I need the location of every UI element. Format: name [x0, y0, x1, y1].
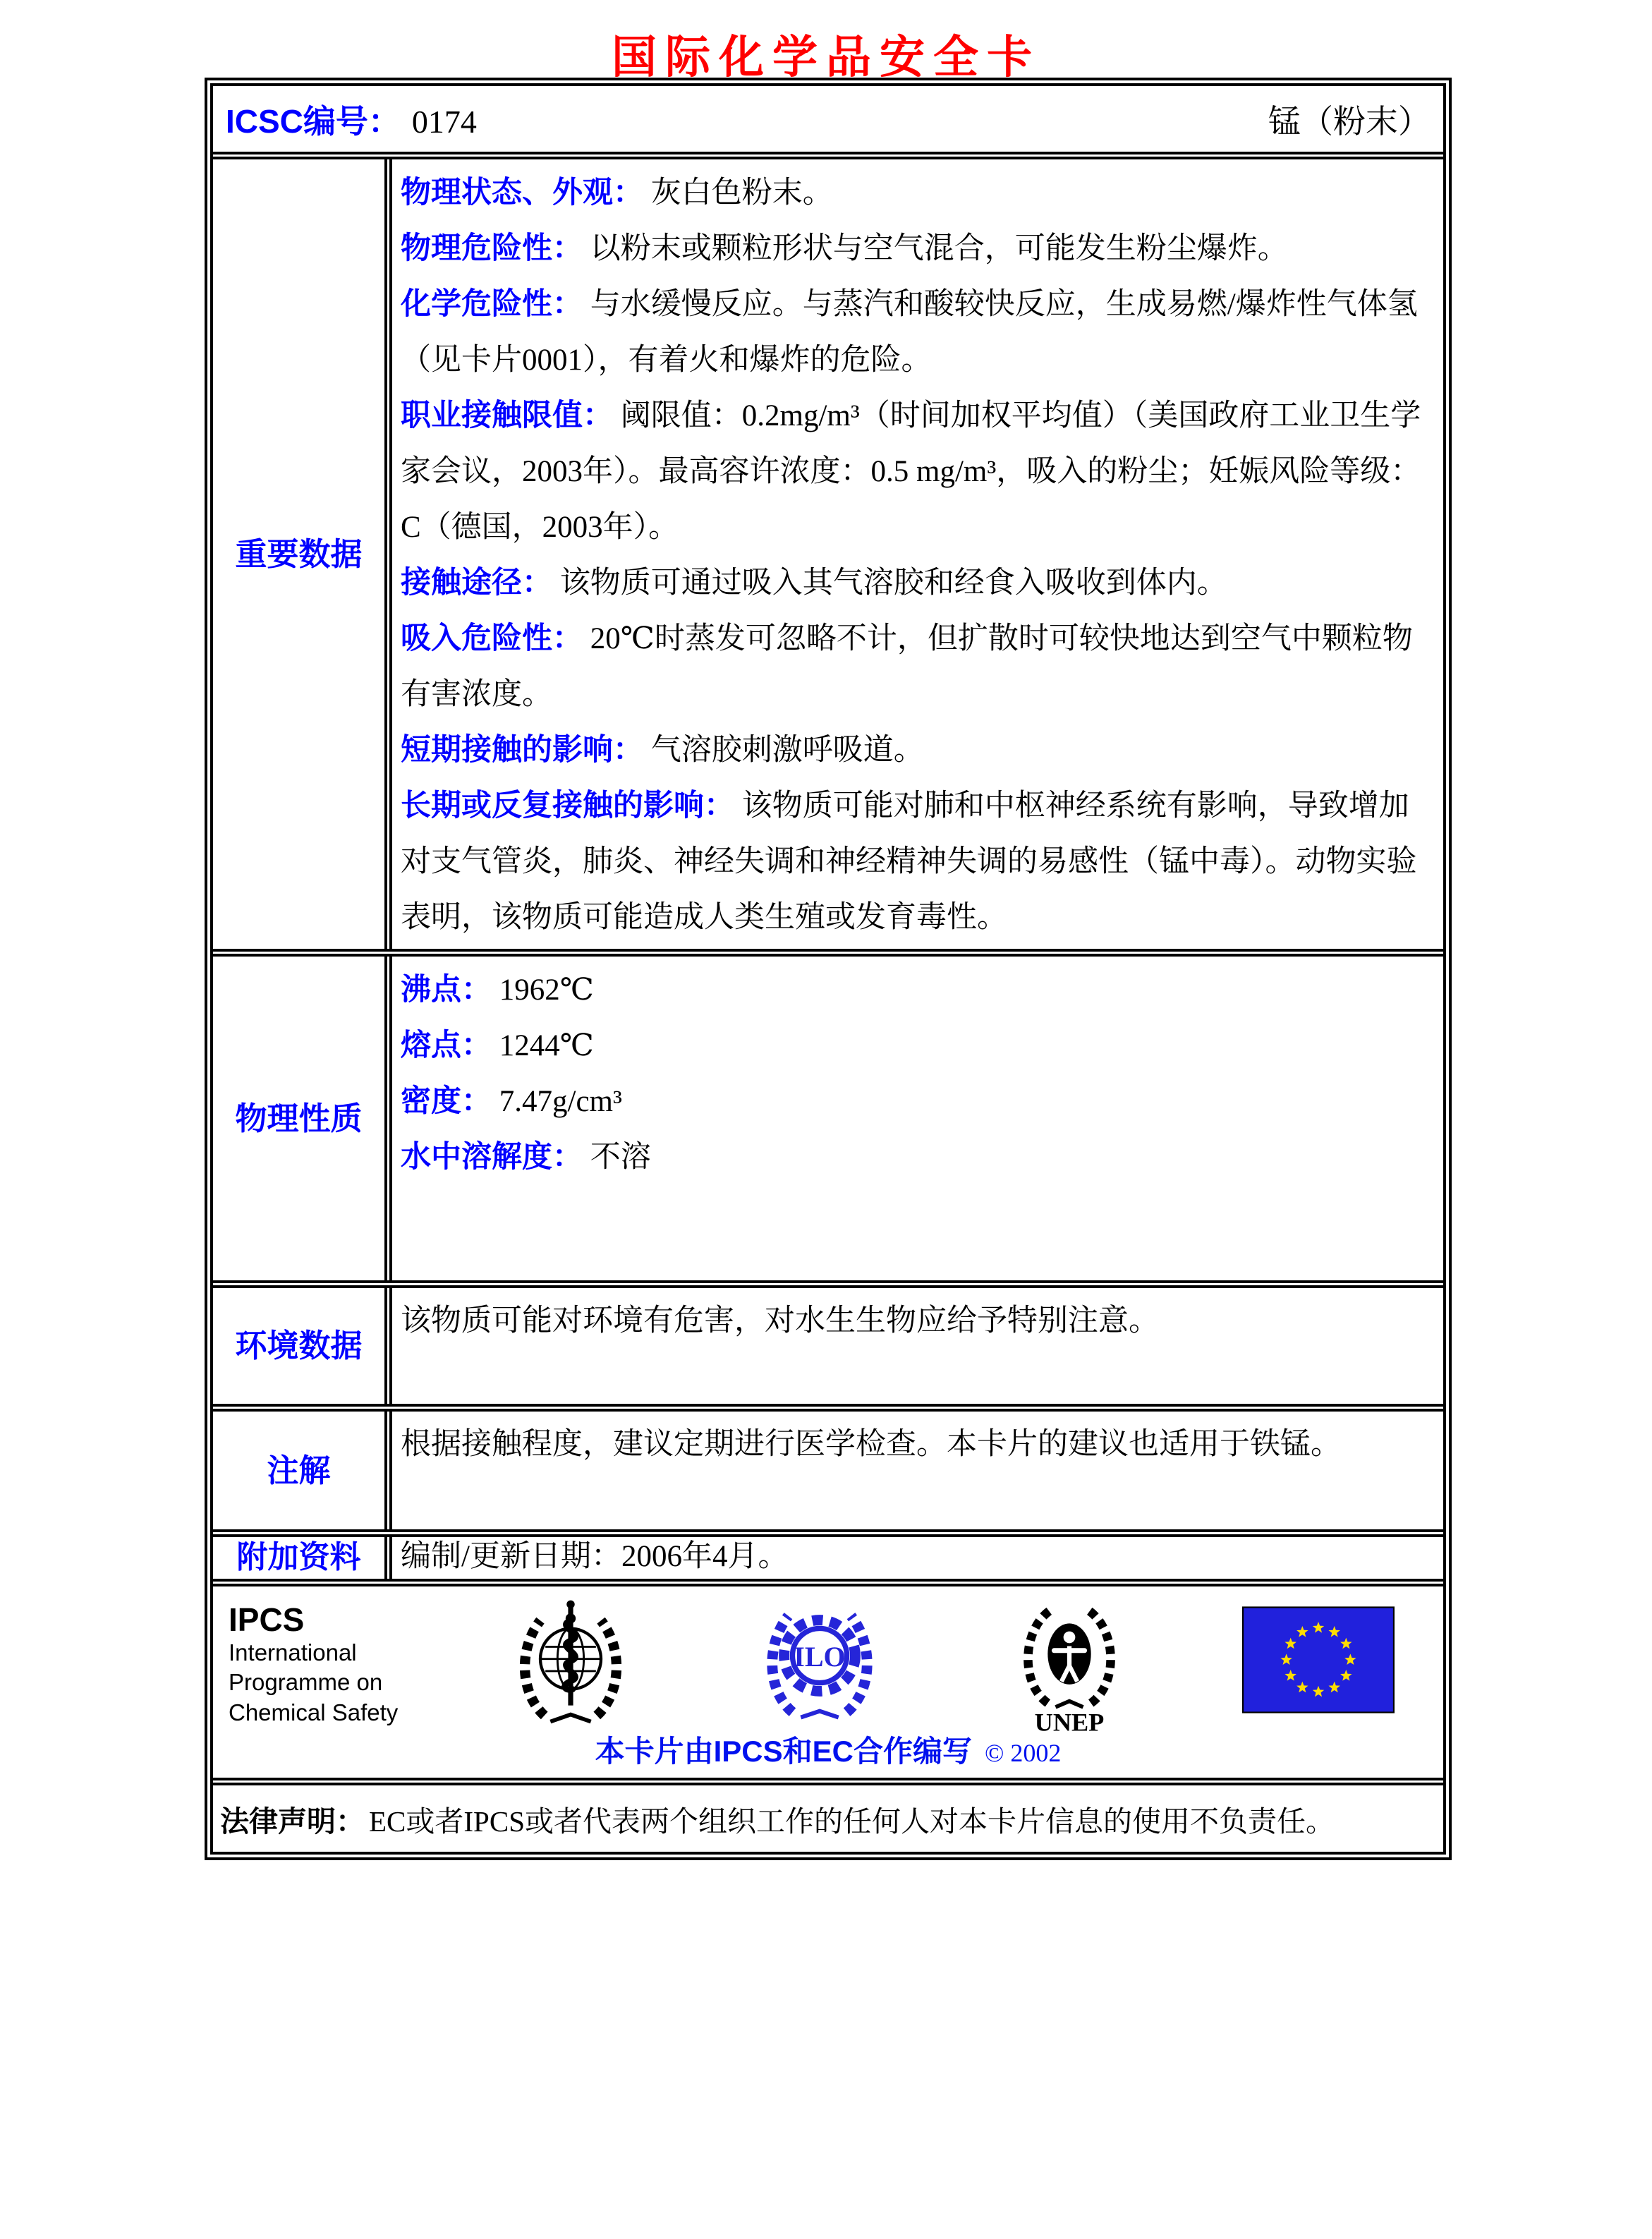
ipcs-name-line: Programme on	[229, 1669, 383, 1696]
data-item-chemical-danger: 化学危险性： 与水缓慢反应。与蒸汽和酸较快反应，生成易燃/爆炸性气体氢（见卡片0001），有着火和爆炸的危险。	[401, 287, 1418, 377]
substance-name: 锰（粉末）	[1268, 103, 1431, 140]
organizations-banner-row	[213, 1586, 1443, 1785]
ilo-logo-text: ILO	[794, 1640, 846, 1673]
section-label-additional-info: 附加资料	[213, 1537, 392, 1579]
icsc-number	[226, 96, 477, 142]
important-data-content	[392, 159, 1443, 949]
ipcs-name-line: Chemical Safety	[229, 1699, 399, 1726]
section-label-physical-properties: 物理性质	[213, 957, 392, 1280]
who-logo-slot	[446, 1595, 696, 1729]
ipcs-block	[213, 1595, 446, 1728]
notes-row	[213, 1412, 1443, 1537]
data-item-physical-state: 物理状态、外观： 灰白色粉末。	[401, 176, 833, 210]
environmental-data-content	[392, 1288, 1443, 1404]
physical-properties-row	[213, 957, 1443, 1288]
additional-info-row	[213, 1537, 1443, 1586]
data-item-density: 密度： 7.47g/cm³	[401, 1084, 622, 1118]
environmental-data-text: 该物质可能对环境有危害，对水生生物应给予特别注意。	[401, 1304, 1159, 1337]
unep-logo-icon	[1010, 1595, 1129, 1735]
cooperation-caption	[213, 1728, 1443, 1771]
ilo-logo-icon	[757, 1595, 882, 1721]
data-item-short-term-effects: 短期接触的影响： 气溶胶刺激呼吸道。	[401, 733, 924, 767]
physical-properties-content	[392, 957, 1443, 1280]
ipcs-name-line: International	[229, 1639, 357, 1665]
copyright-text: © 2002	[985, 1739, 1062, 1767]
important-data-row	[213, 159, 1443, 957]
data-item-water-solubility: 水中溶解度： 不溶	[401, 1140, 651, 1174]
card-header-row	[213, 86, 1443, 159]
notes-content	[392, 1412, 1443, 1529]
additional-info-content	[392, 1537, 1443, 1579]
data-item-exposure-limits: 职业接触限值： 阈限值：0.2mg/m³（时间加权平均值）（美国政府工业卫生学家会议，2003年）。最高容许浓度：0.5 mg/m³，吸入的粉尘；妊娠风险等级：C（德国，2003年）。	[401, 399, 1421, 544]
section-label-environmental-data: 环境数据	[213, 1288, 392, 1404]
section-label-important-data: 重要数据	[213, 159, 392, 949]
legal-notice-text: EC或者IPCS或者代表两个组织工作的任何人对本卡片信息的使用不负责任。	[369, 1804, 1335, 1838]
eu-flag-icon	[1242, 1606, 1395, 1713]
data-item-long-term-effects: 长期或反复接触的影响： 该物质可能对肺和中枢神经系统有影响，导致增加对支气管炎，肺炎、神经失调和神经精神失调的易感性（锰中毒）。动物实验表明，该物质可能造成人类生殖或发育毒性。	[401, 789, 1417, 934]
data-item-exposure-routes: 接触途径： 该物质可通过吸入其气溶胶和经食入吸收到体内。	[401, 566, 1227, 600]
legal-notice-row	[213, 1785, 1443, 1852]
page-title: 国际化学品安全卡	[612, 32, 1040, 83]
icsc-number-value: 0174	[411, 103, 477, 140]
logos-strip	[213, 1595, 1443, 1735]
unep-logo-text: UNEP	[1034, 1708, 1105, 1735]
legal-notice-label: 法律声明：	[220, 1804, 365, 1838]
ilo-logo-slot	[696, 1595, 945, 1721]
additional-info-text: 编制/更新日期：2006年4月。	[401, 1540, 789, 1573]
eu-flag-slot	[1194, 1595, 1444, 1713]
icsc-card-table	[205, 78, 1452, 1860]
data-item-inhalation-risk: 吸入危险性： 20℃时蒸发可忽略不计，但扩散时可较快地达到空气中颗粒物有害浓度。	[401, 621, 1413, 711]
unep-logo-slot	[945, 1595, 1194, 1735]
icsc-number-label: ICSC编号：	[226, 102, 401, 140]
who-logo-icon	[510, 1595, 631, 1729]
notes-text: 根据接触程度，建议定期进行医学检查。本卡片的建议也适用于铁锰。	[401, 1428, 1341, 1461]
data-item-boiling-point: 沸点： 1962℃	[401, 973, 594, 1007]
environmental-data-row	[213, 1288, 1443, 1412]
data-item-melting-point: 熔点： 1244℃	[401, 1029, 594, 1062]
ipcs-acronym: IPCS	[229, 1601, 305, 1638]
cooperation-caption-text: 本卡片由IPCS和EC合作编写	[595, 1735, 972, 1768]
data-item-physical-danger: 物理危险性： 以粉末或颗粒形状与空气混合，可能发生粉尘爆炸。	[401, 231, 1288, 265]
section-label-notes: 注解	[213, 1412, 392, 1529]
